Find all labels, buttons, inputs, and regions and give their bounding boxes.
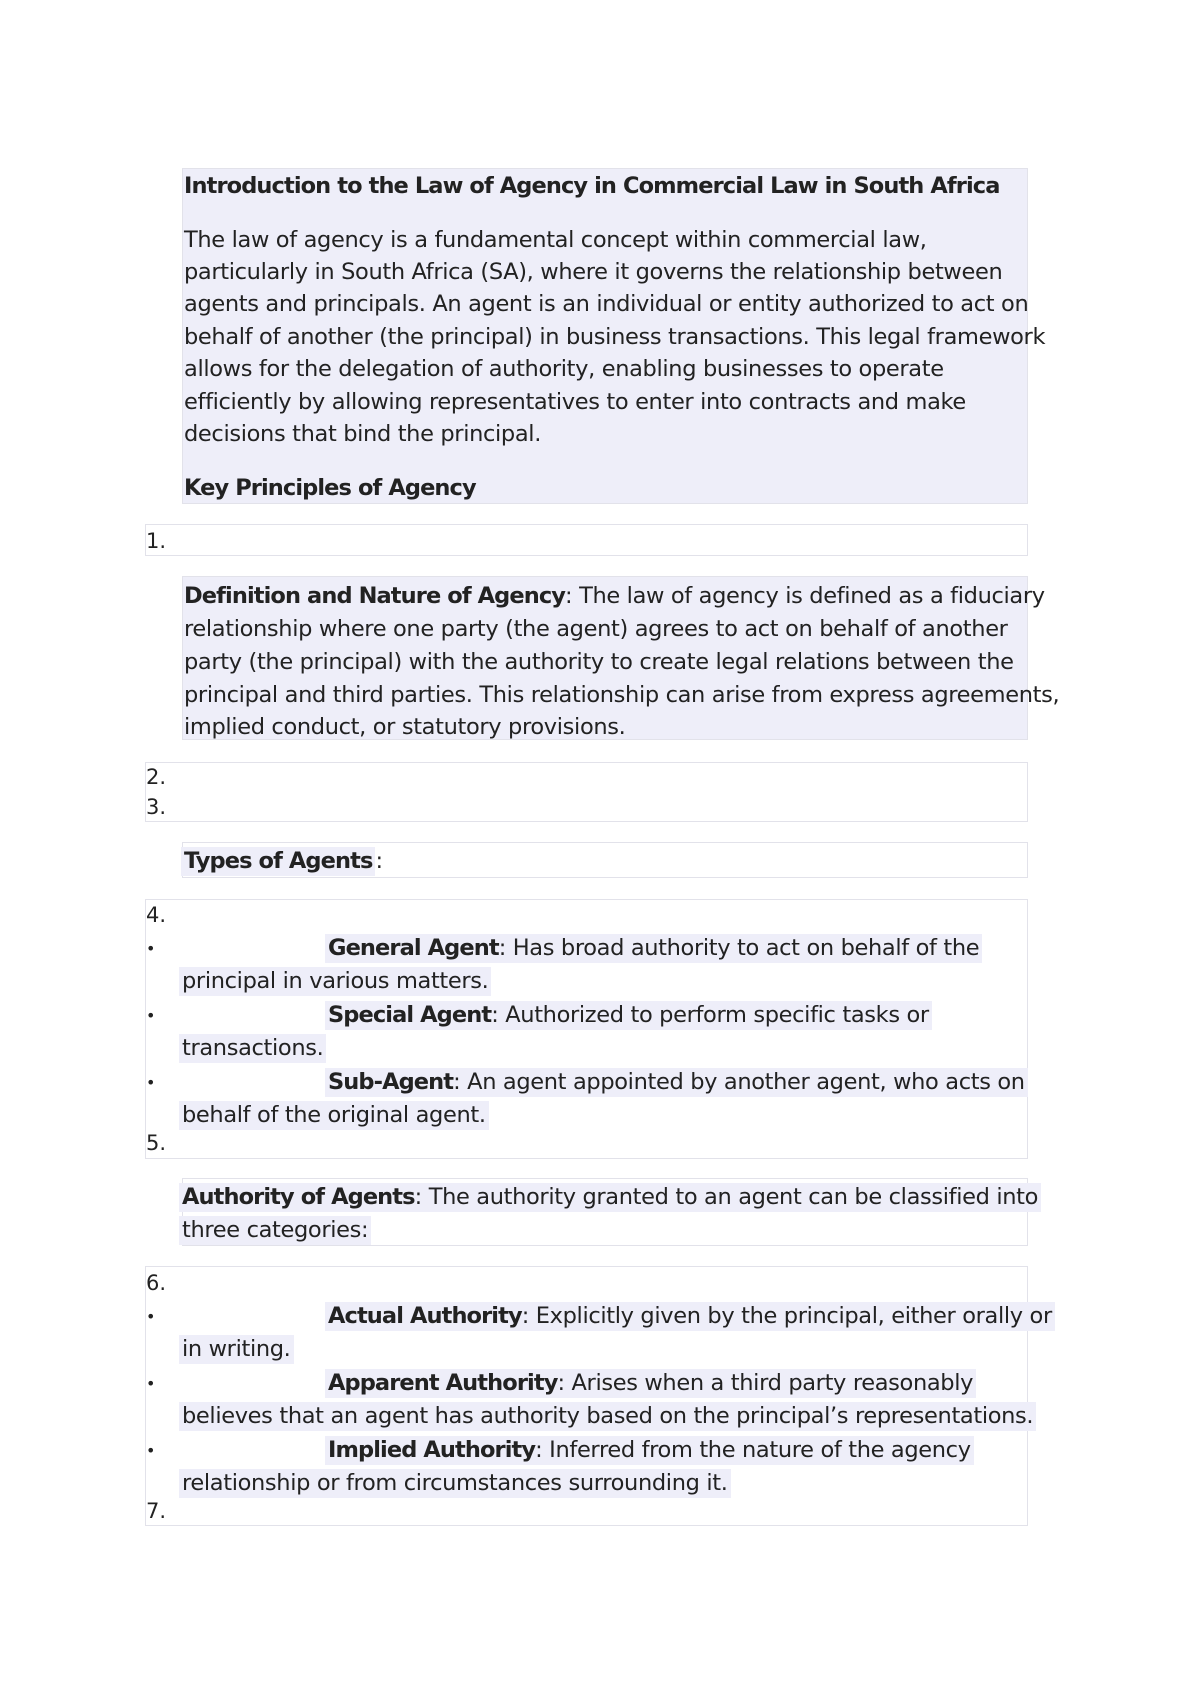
bullet-sub: • (146, 1073, 156, 1092)
definition-line-5: implied conduct, or statutory provisions. (184, 714, 626, 740)
special-agent-cont-text: transactions. (179, 1034, 326, 1063)
list-number-5: 5. (146, 1131, 167, 1155)
sub-agent-term: Sub-Agent (328, 1069, 454, 1095)
bullet-general: • (146, 939, 156, 958)
list-block-2 (145, 762, 1028, 822)
authority-term: Authority of Agents (182, 1184, 415, 1210)
sub-agent-cont-text: behalf of the original agent. (179, 1101, 489, 1130)
definition-line-3: party (the principal) with the authority to create legal relations between the (184, 649, 1014, 675)
list-number-1: 1. (146, 529, 167, 553)
types-heading-term: Types of Agents (181, 847, 375, 876)
sub-agent-text: : An agent appointed by another agent, who acts on (453, 1069, 1025, 1095)
list-block-1 (145, 524, 1028, 556)
sub-agent-line (328, 1066, 1028, 1098)
implied-authority-cont (182, 1467, 731, 1499)
list-number-4: 4. (146, 903, 167, 927)
actual-authority-text: : Explicitly given by the principal, either orally or (521, 1303, 1052, 1329)
intro-line-6: efficiently by allowing representatives to enter into contracts and make (184, 389, 966, 415)
implied-authority-term: Implied Authority (328, 1437, 536, 1463)
authority-cont: three categories: (179, 1216, 371, 1245)
apparent-authority-term: Apparent Authority (328, 1370, 558, 1396)
general-agent-cont-text: principal in various matters. (179, 967, 491, 996)
actual-authority-cont-text: in writing. (179, 1335, 294, 1364)
intro-line-2: particularly in South Africa (SA), where it governs the relationship between (184, 259, 1003, 285)
bullet-actual: • (146, 1307, 156, 1326)
special-agent-text: : Authorized to perform specific tasks or (491, 1002, 929, 1028)
types-heading (184, 845, 383, 878)
list-number-7: 7. (146, 1499, 167, 1523)
intro-title: Introduction to the Law of Agency in Commercial Law in South Africa (184, 173, 1000, 199)
intro-line-4: behalf of another (the principal) in business transactions. This legal framework (184, 324, 1046, 350)
definition-term: Definition and Nature of Agency (184, 583, 566, 609)
list-number-6: 6. (146, 1271, 167, 1295)
sub-agent-cont (182, 1099, 489, 1131)
apparent-authority-cont-text: believes that an agent has authority based on the principal’s representations. (179, 1402, 1036, 1431)
list-number-3: 3. (146, 795, 167, 819)
general-agent-line (328, 932, 982, 964)
authority-first-text: : The authority granted to an agent can be classified into (414, 1184, 1039, 1210)
general-agent-cont (182, 965, 491, 997)
actual-authority-term: Actual Authority (328, 1303, 522, 1329)
actual-authority-line (328, 1300, 1055, 1332)
special-agent-line (328, 999, 932, 1031)
implied-authority-line (328, 1434, 974, 1466)
apparent-authority-text: : Arises when a third party reasonably (557, 1370, 974, 1396)
definition-line-1 (184, 580, 1045, 613)
bullet-special: • (146, 1006, 156, 1025)
apparent-authority-line (328, 1367, 976, 1399)
intro-line-3: agents and principals. An agent is an individual or entity authorized to act on (184, 291, 1029, 317)
actual-authority-cont (182, 1333, 294, 1365)
intro-line-5: allows for the delegation of authority, enabling businesses to operate (184, 356, 944, 382)
apparent-authority-cont (182, 1400, 1036, 1432)
authority-line-2 (182, 1214, 371, 1246)
key-principles-heading: Key Principles of Agency (184, 475, 476, 501)
bullet-implied: • (146, 1441, 156, 1460)
bullet-apparent: • (146, 1374, 156, 1393)
definition-line-2: relationship where one party (the agent) agrees to act on behalf of another (184, 616, 1008, 642)
general-agent-term: General Agent (328, 935, 499, 961)
definition-line-4: principal and third parties. This relationship can arise from express agreements, (184, 682, 1060, 708)
special-agent-term: Special Agent (328, 1002, 492, 1028)
special-agent-cont (182, 1032, 326, 1064)
implied-authority-text: : Inferred from the nature of the agency (535, 1437, 971, 1463)
implied-authority-cont-text: relationship or from circumstances surrounding it. (179, 1469, 731, 1498)
types-heading-colon: : (375, 848, 383, 874)
authority-line-1 (182, 1181, 1041, 1213)
intro-line-1: The law of agency is a fundamental concept within commercial law, (184, 227, 927, 253)
definition-first-text: : The law of agency is defined as a fiduciary (565, 583, 1045, 609)
list-number-2: 2. (146, 765, 167, 789)
intro-line-7: decisions that bind the principal. (184, 421, 542, 447)
general-agent-text: : Has broad authority to act on behalf of the (498, 935, 980, 961)
